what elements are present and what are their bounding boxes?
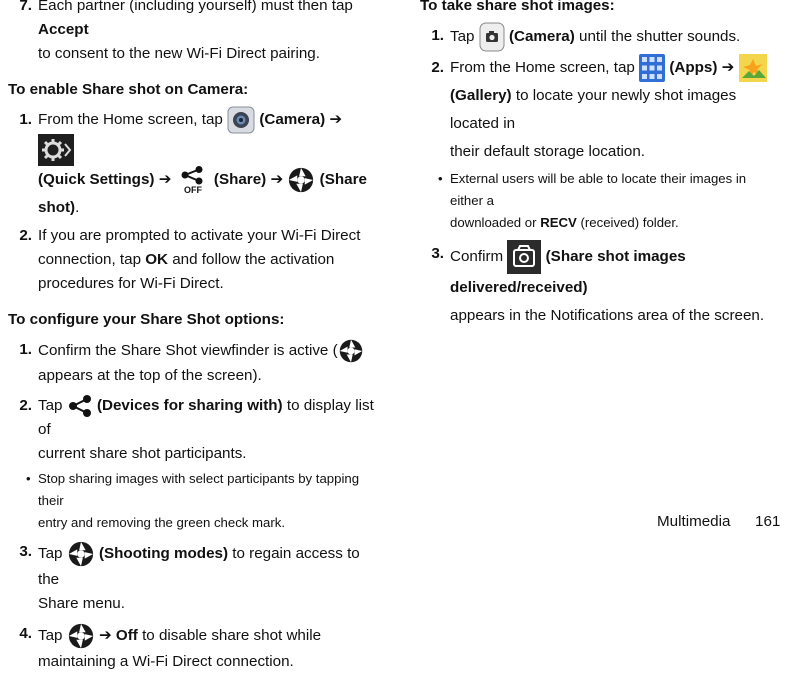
share-shot-label: (Share shot) [38,171,367,217]
step-number: 3. [19,543,32,561]
configure-step-2 [8,394,380,466]
footer-page-number: 161 [755,513,781,530]
step-number: 2. [19,397,32,415]
step-text: procedures for Wi-Fi Direct. [38,275,224,293]
step-number: 2. [431,59,444,76]
heading-configure-share-shot: To configure your Share Shot options: [8,311,285,329]
step-text: appears in the Notifications area of the screen. [450,307,765,325]
take-step-1 [420,22,780,52]
quick-settings-label: (Quick Settings) [38,171,155,189]
step-text: appears at the top of the screen). [38,367,262,385]
page-footer [0,510,785,534]
note-text: downloaded or [450,215,541,231]
delivered-label: (Share shot images delivered/received) [450,248,686,297]
share-shot-icon [287,166,315,194]
step-text: From the Home screen, tap [38,111,228,129]
ok-label: OK [145,251,169,269]
devices-label: (Devices for sharing with) [96,397,283,415]
step-text: Tap [38,545,67,563]
camera-icon [479,22,505,52]
shooting-modes-label: (Shooting modes) [98,545,229,563]
left-column [8,0,380,674]
apps-grid-icon [639,54,665,82]
step-text: Share menu. [38,595,125,613]
shooting-modes-icon [67,540,95,568]
step-text: . [75,199,80,217]
share-shot-icon [67,622,95,650]
bullet: • [26,471,31,487]
step-text: current share shot participants. [38,445,247,463]
off-text: OFF [183,185,202,195]
arrow: ➔ [98,627,112,645]
step-text: Tap [450,28,479,46]
step-text: to display list of [38,397,374,439]
note-text: Stop sharing images with select participants by tapping their [38,471,360,509]
heading-take-share-shot: To take share shot images: [420,0,615,14]
share-off-icon [176,166,210,194]
step-text: maintaining a Wi-Fi Direct connection. [38,653,294,671]
step-text: From the Home screen, tap [450,59,640,77]
step-text: until the shutter sounds. [574,28,741,46]
right-column [420,0,780,330]
note-text: External users will be able to locate their images in either a [450,171,747,209]
enable-step-2 [8,224,380,296]
recv-label: RECV [540,215,577,231]
step-text: to disable share shot while [137,627,322,645]
step-text: Tap [38,627,67,645]
share-devices-icon [67,394,93,418]
step-number: 7. [19,0,32,14]
camera-label: (Camera) [508,28,575,46]
camera-label: (Camera) [259,111,326,129]
step-text: Confirm [450,248,508,266]
apps-label: (Apps) [669,59,718,77]
arrow: ➔ [329,111,343,129]
configure-step-3 [8,540,380,616]
off-label: Off [115,627,138,645]
quick-settings-icon [38,134,74,166]
enable-step-1 [8,106,380,222]
step-number: 1. [431,27,444,44]
arrow: ➔ [721,59,735,77]
gallery-label: (Gallery) [450,87,512,105]
step-text: Each partner (including yourself) must then tap [38,0,353,14]
step-number: 4. [19,625,32,643]
step-text: to regain access to the [38,545,360,589]
take-step-3 [420,240,780,330]
step-text: connection, tap [38,251,146,269]
step-7 [8,0,380,66]
share-shot-icon [338,338,364,364]
share-label: (Share) [213,171,267,189]
configure-step-1 [8,338,380,388]
footer-section: Multimedia [657,513,731,530]
accept-label: Accept [38,21,89,38]
step-number: 3. [431,245,444,263]
configure-step-4 [8,622,380,674]
share-shot-notification-icon [507,240,541,274]
step-text: If you are prompted to activate your Wi-Fi Direct [38,227,361,245]
step-number: 1. [19,341,32,359]
step-number: 1. [19,111,32,128]
arrow: ➔ [270,171,284,189]
gallery-icon [739,54,767,82]
arrow: ➔ [158,171,172,189]
step-text: Tap [38,397,67,415]
step-text: their default storage location. [450,143,646,161]
take-note [400,168,780,234]
heading-enable-share-shot: To enable Share shot on Camera: [8,81,249,98]
note-text: entry and removing the green check mark. [38,515,286,531]
step-text: to consent to the new Wi-Fi Direct pairing. [38,45,320,62]
note-text: (received) folder. [576,215,679,231]
step-number: 2. [19,227,32,245]
step-text: to locate your newly shot images located in [450,87,737,133]
bullet: • [438,171,443,187]
step-text: Confirm the Share Shot viewfinder is active ( [38,342,338,360]
step-text: and follow the activation [168,251,335,269]
take-step-2 [420,54,780,166]
camera-icon [227,106,255,134]
